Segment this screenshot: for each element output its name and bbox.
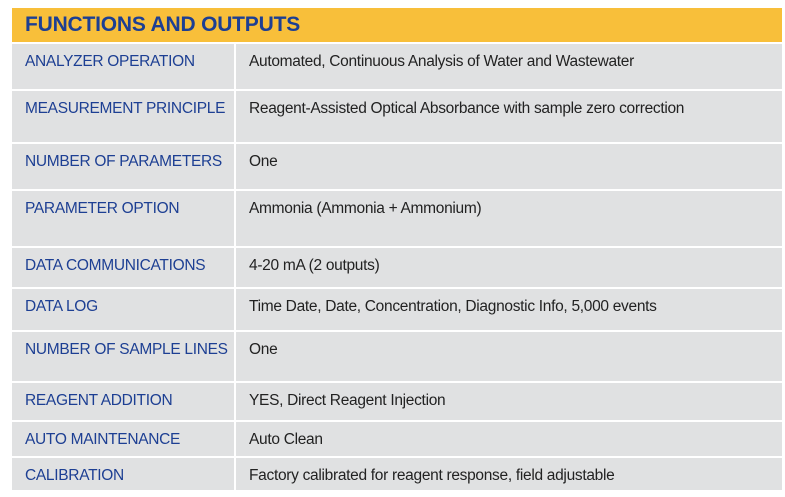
table-title: FUNCTIONS AND OUTPUTS xyxy=(25,13,301,36)
table-row-parameter-option xyxy=(12,191,782,248)
row-value: One xyxy=(236,144,782,189)
row-value: Ammonia (Ammonia + Ammonium) xyxy=(236,191,782,246)
row-label: DATA LOG xyxy=(12,289,234,330)
table-row-auto-maintenance xyxy=(12,422,782,458)
row-value: Reagent-Assisted Optical Absorbance with sample zero correction xyxy=(236,91,782,142)
row-label: REAGENT ADDITION xyxy=(12,383,234,420)
row-label: MEASUREMENT PRINCIPLE xyxy=(12,91,234,142)
table-row-data-communications xyxy=(12,248,782,289)
table-row-number-of-sample-lines xyxy=(12,332,782,383)
row-label: NUMBER OF PARAMETERS xyxy=(12,144,234,189)
table-row-calibration xyxy=(12,458,782,492)
row-label: NUMBER OF SAMPLE LINES xyxy=(12,332,234,381)
row-value: Time Date, Date, Concentration, Diagnostic Info, 5,000 events xyxy=(236,289,782,330)
row-value: One xyxy=(236,332,782,381)
row-label: AUTO MAINTENANCE xyxy=(12,422,234,456)
row-value: 4-20 mA (2 outputs) xyxy=(236,248,782,287)
table-row-analyzer-operation xyxy=(12,44,782,91)
row-value: Factory calibrated for reagent response, field adjustable xyxy=(236,458,782,490)
table-row-data-log xyxy=(12,289,782,332)
table-row-number-of-parameters xyxy=(12,144,782,191)
row-value: Automated, Continuous Analysis of Water and Wastewater xyxy=(236,44,782,89)
row-value: Auto Clean xyxy=(236,422,782,456)
row-value: YES, Direct Reagent Injection xyxy=(236,383,782,420)
row-label: ANALYZER OPERATION xyxy=(12,44,234,89)
table-header xyxy=(12,8,782,44)
table-row-measurement-principle xyxy=(12,91,782,144)
row-label: CALIBRATION xyxy=(12,458,234,490)
row-label: DATA COMMUNICATIONS xyxy=(12,248,234,287)
table-row-reagent-addition xyxy=(12,383,782,422)
spec-table xyxy=(12,8,782,492)
row-label: PARAMETER OPTION xyxy=(12,191,234,246)
